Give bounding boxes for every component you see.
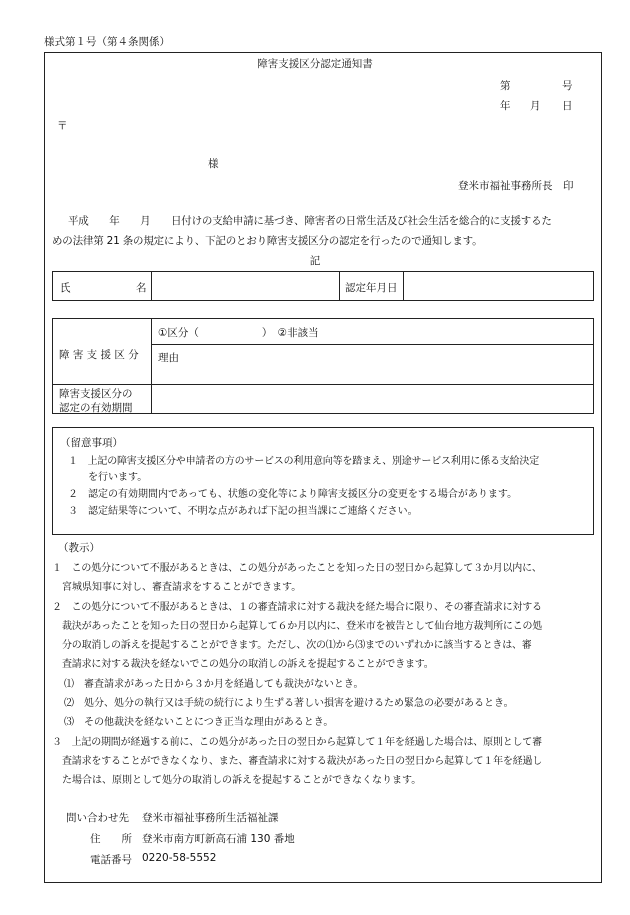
instr-p1-line-2: 宮城県知事に対し、審査請求をすることができます。: [62, 582, 302, 593]
intro-line-1: 平成 年 月 日付けの支給申請に基づき、障害者の日常生活及び社会生活を総合的に支援するた: [68, 215, 552, 227]
instr-sub-3: ⑶ その他裁決を経ないことにつき正当な理由があるとき。: [64, 717, 334, 728]
instr-p2-line-2: 裁決があったことを知った日の翌日から起算して６か月以内に、登米市を被告として仙台地方裁判所にこの処: [62, 621, 543, 632]
sender-name: 登米市福祉事務所長 印: [458, 180, 574, 192]
notes-item-3: ３ 認定結果等について、不明な点があれば下記の担当課にご連絡ください。: [68, 506, 418, 517]
support-category-label: 障 害 支 援 区 分: [59, 349, 139, 361]
instructions-heading: （教示）: [58, 542, 100, 554]
validity-label-2: 認定の有効期間: [59, 402, 133, 414]
instr-p3-line-2: 査請求をすることができなくなり、また、審査請求に対する裁決があった日の翌日から起算して１年を経過し: [62, 756, 543, 767]
instr-p2-line-3: 分の取消しの訴えを提起することができます。ただし、次の⑴から⑶までのいずれかに該当するときは、審: [62, 640, 532, 651]
date-month: 月: [530, 100, 541, 112]
instr-sub-2: ⑵ 処分、処分の執行又は手続の続行により生ずる著しい損害を避けるため緊急の必要があるとき。: [64, 698, 514, 709]
instr-sub-1: ⑴ 審査請求があった日から３か月を経過しても裁決がないとき。: [64, 679, 364, 690]
doc-number-prefix: 第: [500, 80, 511, 92]
inquiry-value: 登米市福祉事務所生活福祉課: [142, 812, 279, 824]
form-number: 様式第１号（第４条関係）: [44, 36, 170, 48]
ki-mark: 記: [309, 255, 321, 267]
instr-p3-line-3: た場合は、原則として処分の取消しの訴えを提起することができなくなります。: [62, 775, 422, 786]
table2-divider-h1: [151, 344, 594, 345]
certification-date-label: 認定年月日: [345, 282, 398, 294]
table2-divider-v: [151, 318, 152, 414]
phone-label: 電話番号: [90, 854, 132, 866]
applicant-table: [52, 271, 594, 301]
doc-number-suffix: 号: [562, 80, 573, 92]
address-label: 住 所: [90, 833, 132, 845]
document-title: 障害支援区分認定通知書: [257, 58, 373, 70]
address-value: 登米市南方町新高石浦 130 番地: [142, 833, 295, 845]
instr-p3-line-1: ３ 上記の期間が経過する前に、この処分があった日の翌日から起算して１年を経過した場合は、原則として審: [52, 737, 542, 748]
validity-label-1: 障害支援区分の: [59, 388, 133, 400]
intro-line-2: めの法律第 21 条の規定により、下記のとおり障害支援区分の認定を行ったので通知します。: [52, 235, 483, 247]
postal-mark: 〒: [57, 120, 68, 132]
table2-divider-h2: [52, 384, 594, 385]
category-options: ①区分（ ） ②非該当: [158, 327, 319, 339]
date-day: 日: [562, 100, 573, 112]
support-category-table: [52, 318, 594, 414]
name-label-2: 名: [136, 282, 147, 294]
date-year: 年: [500, 100, 511, 112]
instr-p2-line-1: ２ この処分について不服があるときは、１の審査請求に対する裁決を経た場合に限り、その審査請求に対する: [52, 602, 542, 613]
table1-divider-3: [403, 271, 404, 301]
inquiry-label: 問い合わせ先: [66, 812, 129, 824]
addressee-honorific: 様: [208, 158, 219, 170]
notes-item-2: ２ 認定の有効期間内であっても、状態の変化等により障害支援区分の変更をする場合があります。: [68, 489, 518, 500]
name-label-1: 氏: [60, 282, 71, 294]
instr-p2-line-4: 査請求に対する裁決を経ないでこの処分の取消しの訴えを提起することができます。: [62, 659, 434, 670]
notes-item-1-line-1: １ 上記の障害支援区分や申請者の方のサービスの利用意向等を踏まえ、別途サービス利用に係る支給決定: [68, 456, 539, 467]
phone-value: 0220-58-5552: [142, 852, 217, 864]
reason-label: 理由: [158, 352, 179, 364]
table1-divider-1: [151, 271, 152, 301]
instr-p1-line-1: １ この処分について不服があるときは、この処分があったことを知った日の翌日から起算して３か月以内に、: [52, 563, 542, 574]
table1-divider-2: [339, 271, 340, 301]
notes-heading: （留意事項）: [60, 437, 123, 449]
notes-item-1-line-2: を行います。: [88, 472, 148, 483]
